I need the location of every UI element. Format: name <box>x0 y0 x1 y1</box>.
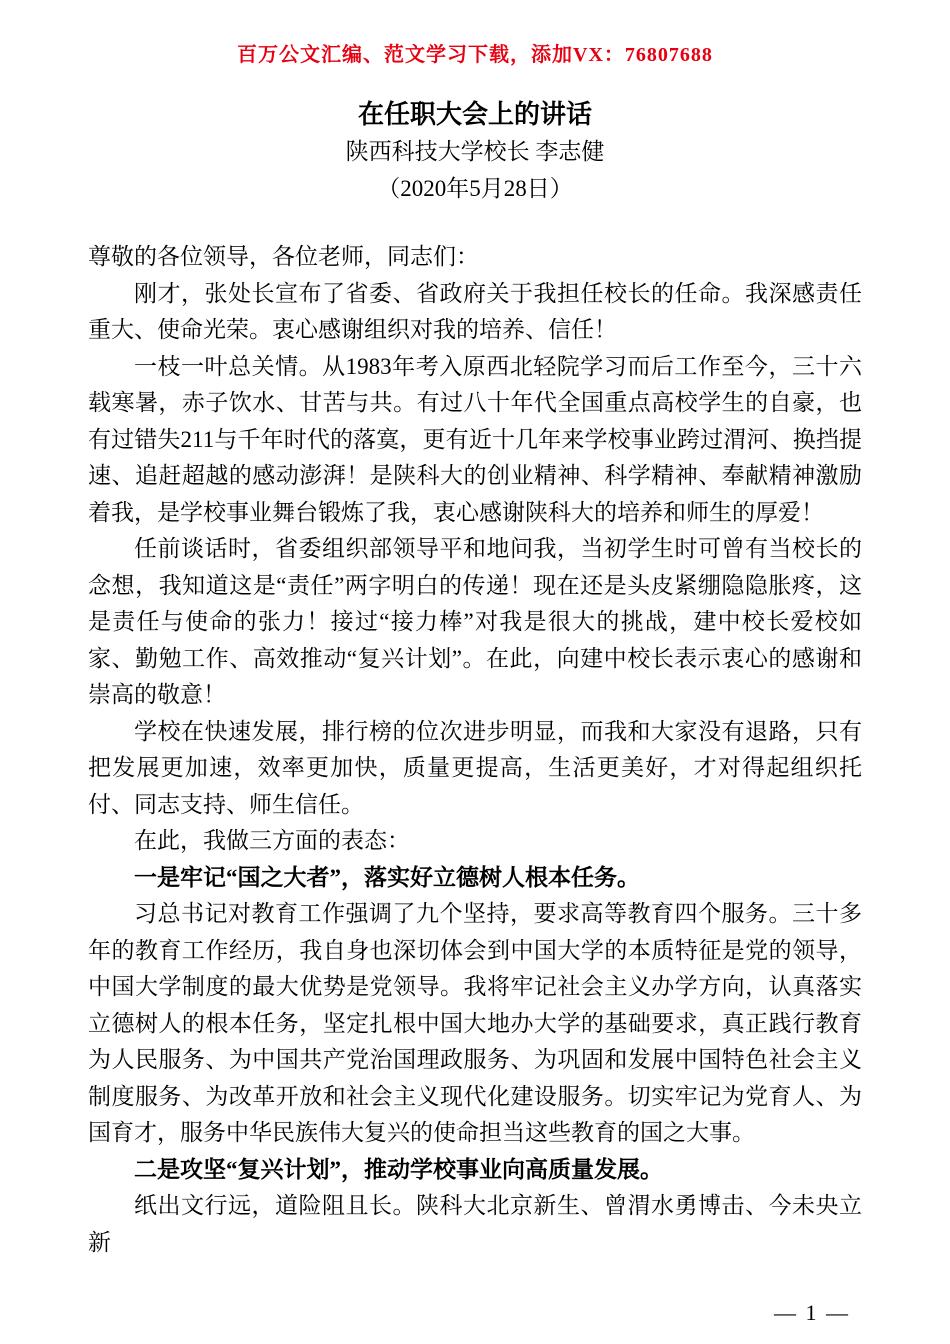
paragraph: 习总书记对教育工作强调了九个坚持，要求高等教育四个服务。三十多年的教育工作经历，我自身也深切体会到中国大学的本质特征是党的领导，中国大学制度的最大优势是党领导。我将牢记社会主义办学方向，认真落实立德树人的根本任务，坚定扎根中国大地办大学的基础要求，真正践行教育为人民服务、为中国共产党治国理政服务、为巩固和发展中国特色社会主义制度服务、为改革开放和社会主义现代化建设服务。切实牢记为党育人、为国育才，服务中华民族伟大复兴的使命担当这些教育的国之大事。 <box>88 901 862 1145</box>
document-author: 陕西科技大学校长 李志健 <box>345 139 605 164</box>
paragraph: 纸出文行远，道险阻且长。陕科大北京新生、曾渭水勇博击、今未央立新 <box>88 1193 862 1255</box>
paragraph: 尊敬的各位领导，各位老师，同志们： <box>88 244 479 269</box>
page-number: — 1 — <box>774 1300 850 1325</box>
paragraph: 任前谈话时，省委组织部领导平和地问我，当初学生时可曾有当校长的念想，我知道这是“责任”两字明白的传递！现在还是头皮紧绷隐隐胀疼，这是责任与使命的张力！接过“接力棒”对我是很大的挑战，建中校长爱校如家、勤勉工作、高效推动“复兴计划”。在此，向建中校长表示衷心的感谢和崇高的敬意！ <box>88 536 862 707</box>
header-notice: 百万公文汇编、范文学习下载，添加VX：76807688 <box>237 44 713 66</box>
paragraph: 刚才，张处长宣布了省委、省政府关于我担任校长的任命。我深感责任重大、使命光荣。衷心感谢组织对我的培养、信任！ <box>88 280 862 342</box>
title-block <box>88 96 862 207</box>
paragraph: 学校在快速发展，排行榜的位次进步明显，而我和大家没有退路，只有把发展更加速，效率更加快，质量更提高，生活更美好，才对得起组织托付、同志支持、师生信任。 <box>88 718 862 817</box>
paragraph: 一是牢记“国之大者”，落实好立德树人根本任务。 <box>134 864 640 890</box>
paragraph: 一枝一叶总关情。从1983年考入原西北轻院学习而后工作至今，三十六载寒暑，赤子饮水、甘苦与共。有过八十年代全国重点高校学生的自豪，也有过错失211与千年时代的落寞，更有近十几年来学校事业跨过渭河、换挡提速、追赶超越的感动澎湃！是陕科大的创业精神、科学精神、奉献精神激励着我，是学校事业舞台锻炼了我，衷心感谢陕科大的培养和师生的厚爱！ <box>88 353 862 525</box>
document-title: 在任职大会上的讲话 <box>357 100 592 129</box>
paragraph: 二是攻坚“复兴计划”，推动学校事业向高质量发展。 <box>134 1156 663 1182</box>
document-body <box>88 239 862 1261</box>
document-date: （2020年5月28日） <box>377 176 573 201</box>
paragraph: 在此，我做三方面的表态： <box>134 828 410 853</box>
